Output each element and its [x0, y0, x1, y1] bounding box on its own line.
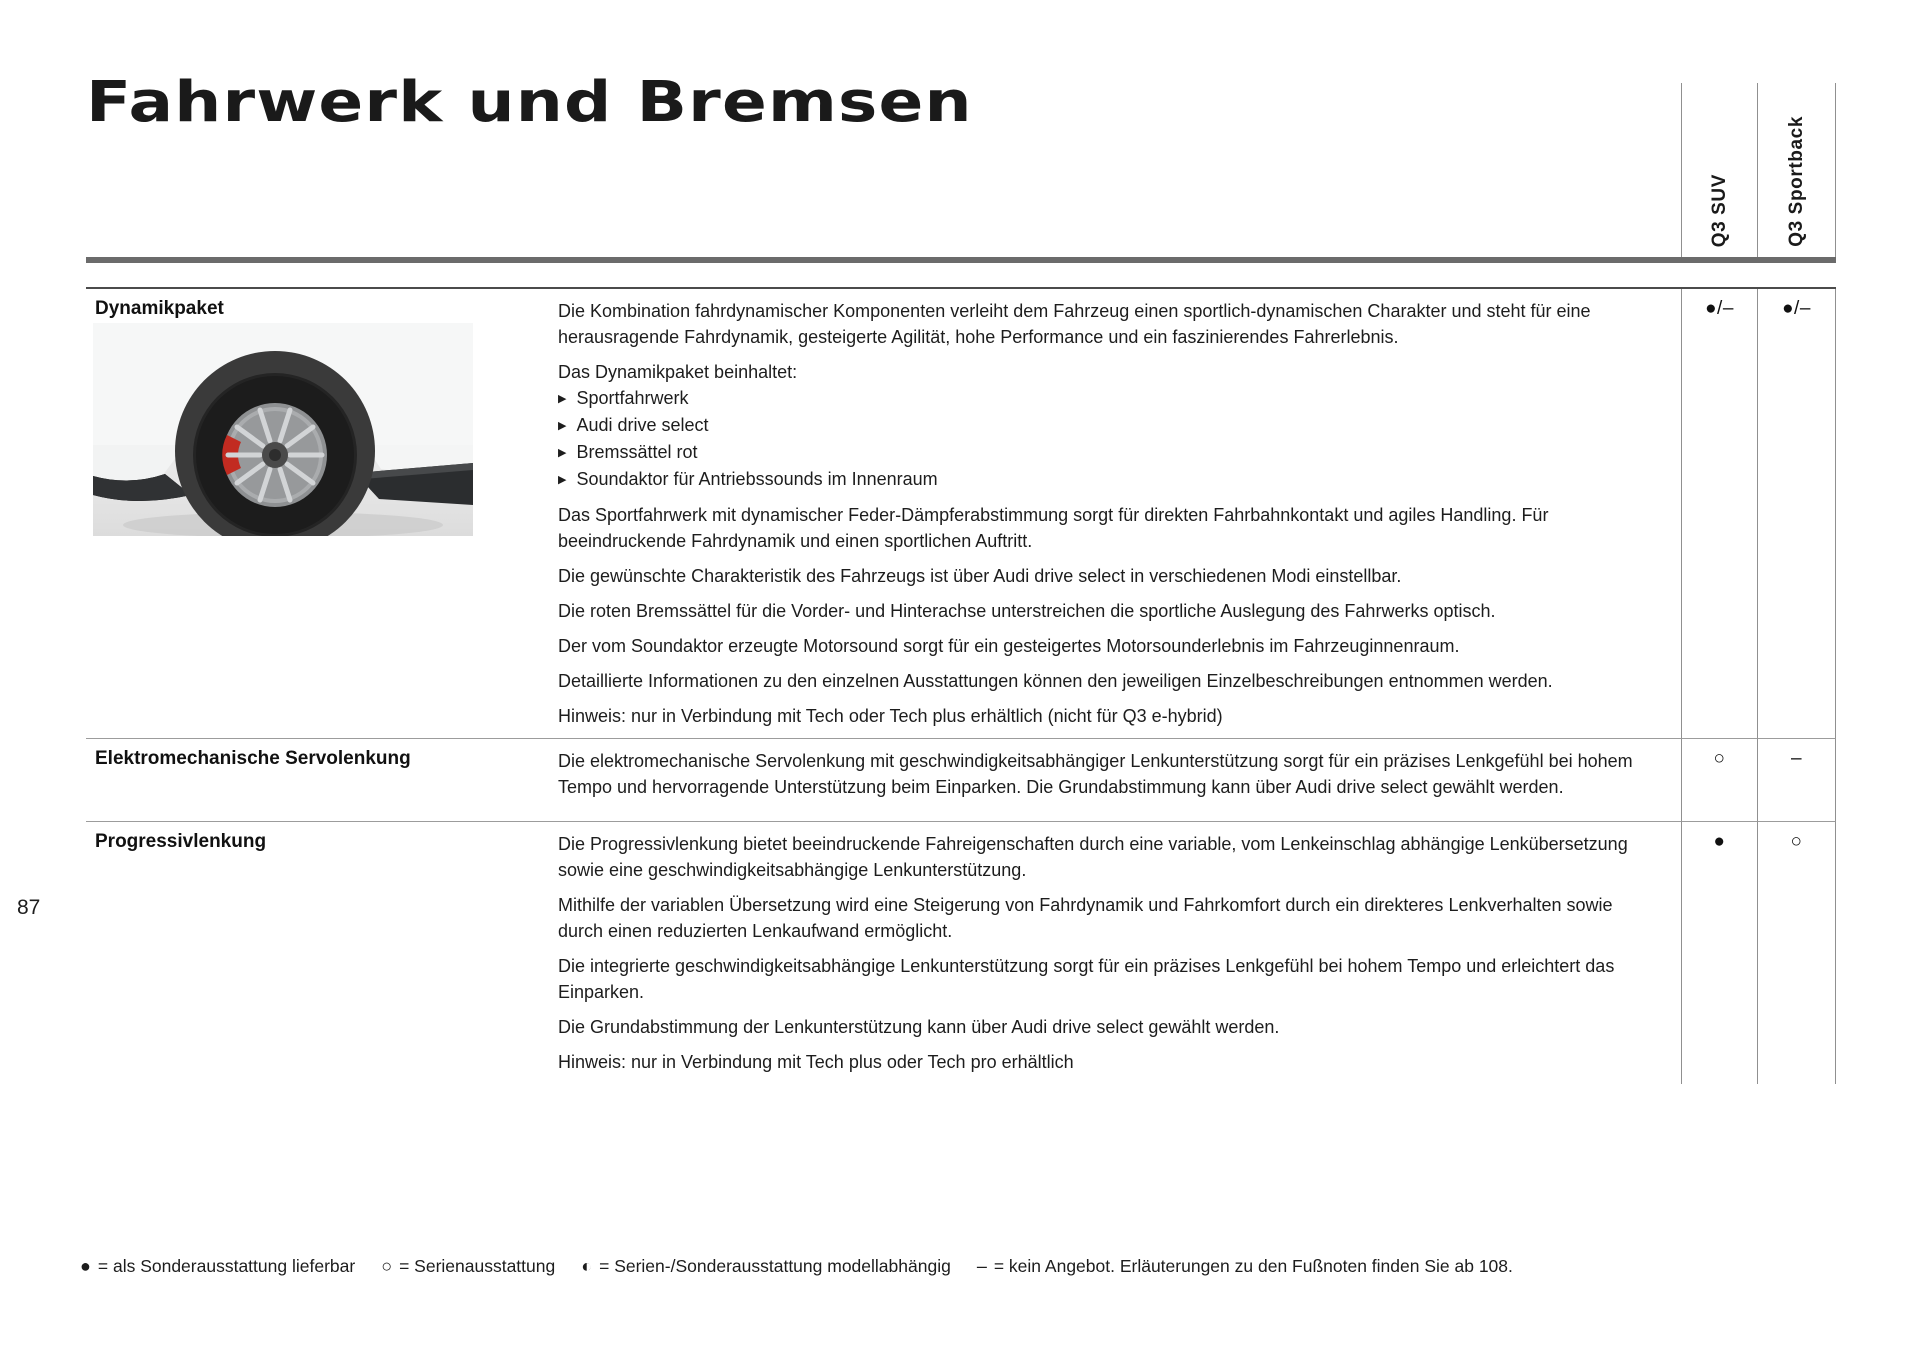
filled-circle-icon: ●	[80, 1256, 91, 1276]
wheel-red-caliper-image	[93, 323, 473, 536]
legend-text: = Serien-/Sonderausstattung modellabhängig	[599, 1256, 951, 1276]
legend-text: = kein Angebot. Erläuterungen zu den Fußnoten finden Sie ab 108.	[993, 1256, 1513, 1276]
legend	[80, 1256, 1513, 1277]
description-hinweis: Hinweis: nur in Verbindung mit Tech oder Tech plus erhältlich (nicht für Q3 e-hybrid)	[558, 706, 1223, 726]
empty-circle-icon: ○	[381, 1256, 393, 1276]
half-circle-icon: ◐	[581, 1256, 593, 1276]
feature-label: Progressivlenkung	[95, 831, 267, 852]
description-paragraph: Die Grundabstimmung der Lenkunterstützung kann über Audi drive select gewählt werden.	[558, 1017, 1280, 1037]
feature-label-cell	[86, 289, 558, 739]
legend-text: = Serienausstattung	[399, 1256, 556, 1276]
availability-q3-sportback: ○	[1757, 822, 1836, 1084]
bullet-item	[558, 385, 1659, 412]
description-paragraph: Die gewünschte Charakteristik des Fahrzeugs ist über Audi drive select in verschiedenen Modi einstellbar.	[558, 566, 1402, 586]
bullet-triangle-icon: ▶	[558, 420, 567, 432]
description-paragraph: Der vom Soundaktor erzeugte Motorsound sorgt für ein gesteigertes Motorsounderlebnis im Fahrzeuginnenraum.	[558, 636, 1460, 656]
bullet-triangle-icon: ▶	[558, 393, 567, 405]
page-title: Fahrwerk und Bremsen	[86, 70, 973, 135]
description-hinweis: Hinweis: nur in Verbindung mit Tech plus oder Tech pro erhältlich	[558, 1052, 1074, 1072]
column-header-q3-sportback	[1757, 83, 1836, 257]
availability-q3-sportback: –	[1757, 739, 1836, 822]
description-paragraph: Die roten Bremssättel für die Vorder- und Hinterachse unterstreichen die sportliche Auslegung des Fahrwerks optisch.	[558, 601, 1496, 621]
bullet-text: Sportfahrwerk	[576, 388, 689, 408]
bullet-list	[558, 385, 1659, 493]
description-paragraph: Die Progressivlenkung bietet beeindruckende Fahreigenschaften durch eine variable, vom Lenkeinschlag abhängige Lenkübersetzung sowie eine geschwindigkeitsabhängige Lenkunterstützung.	[558, 834, 1628, 880]
description-paragraph: Das Sportfahrwerk mit dynamischer Feder-Dämpferabstimmung sorgt für direkten Fahrbahnkontakt und agiles Handling. Für beeindruckende Fahrdynamik und einen sportlichen Auftritt.	[558, 505, 1549, 551]
bullet-triangle-icon: ▶	[558, 447, 567, 459]
legend-text: = als Sonderausstattung lieferbar	[97, 1256, 356, 1276]
page-number: 87	[17, 896, 41, 919]
legend-item	[581, 1256, 951, 1277]
dash-icon: –	[976, 1256, 987, 1276]
legend-item	[80, 1256, 355, 1277]
feature-description	[558, 739, 1681, 822]
bullet-item	[558, 412, 1659, 439]
column-header-q3-sportback-label: Q3 Sportback	[1785, 116, 1807, 247]
table-row-dynamikpaket	[86, 289, 1836, 739]
bullet-text: Soundaktor für Antriebssounds im Innenraum	[576, 469, 938, 489]
feature-description	[558, 289, 1681, 739]
bullet-item	[558, 439, 1659, 466]
description-paragraph: Die Kombination fahrdynamischer Komponenten verleiht dem Fahrzeug einen sportlich-dynamischen Charakter und steht für eine herausragende Fahrdynamik, gesteigerte Agilität, hohe Performance und ein faszinierendes Fahrerlebnis.	[558, 301, 1591, 347]
legend-item	[381, 1256, 555, 1277]
description-paragraph: Detaillierte Informationen zu den einzelnen Ausstattungen können den jeweiligen Einzelbeschreibungen entnommen werden.	[558, 671, 1553, 691]
availability-q3-sportback: ●/–	[1757, 289, 1836, 739]
feature-label-cell	[86, 822, 558, 1084]
availability-q3-suv: ○	[1681, 739, 1757, 822]
description-paragraph: Mithilfe der variablen Übersetzung wird eine Steigerung von Fahrdynamik und Fahrkomfort durch ein direkteres Lenkverhalten sowie durch einen reduzierten Lenkaufwand ermöglicht.	[558, 895, 1613, 941]
table-row-servolenkung	[86, 739, 1836, 822]
header-rule	[86, 257, 1836, 263]
bullet-text: Bremssättel rot	[576, 442, 698, 462]
bullet-triangle-icon: ▶	[558, 474, 567, 486]
feature-label: Dynamikpaket	[95, 298, 224, 319]
table-row-progressivlenkung	[86, 822, 1836, 1084]
equipment-table	[86, 287, 1836, 1084]
dynamikpaket-photo	[93, 323, 473, 536]
feature-description	[558, 822, 1681, 1084]
availability-q3-suv: ●/–	[1681, 289, 1757, 739]
availability-q3-suv: ●	[1681, 822, 1757, 1084]
description-paragraph: Das Dynamikpaket beinhaltet:	[558, 362, 798, 382]
bullet-text: Audi drive select	[576, 415, 709, 435]
description-paragraph: Die elektromechanische Servolenkung mit geschwindigkeitsabhängiger Lenkunterstützung sorgt für ein präzises Lenkgefühl bei hohem Tempo und hervorragende Unterstützung beim Einparken. Die Grundabstimmung kann über Audi drive select gewählt werden.	[558, 751, 1633, 797]
column-header-q3-suv-label: Q3 SUV	[1708, 173, 1730, 247]
feature-label-cell	[86, 739, 558, 822]
legend-item	[977, 1256, 1513, 1277]
column-header-q3-suv	[1681, 83, 1757, 257]
feature-label: Elektromechanische Servolenkung	[95, 748, 411, 769]
bullet-item	[558, 466, 1659, 493]
description-paragraph: Die integrierte geschwindigkeitsabhängige Lenkunterstützung sorgt für ein präzises Lenkgefühl bei hohem Tempo und erleichtert das Einparken.	[558, 956, 1615, 1002]
